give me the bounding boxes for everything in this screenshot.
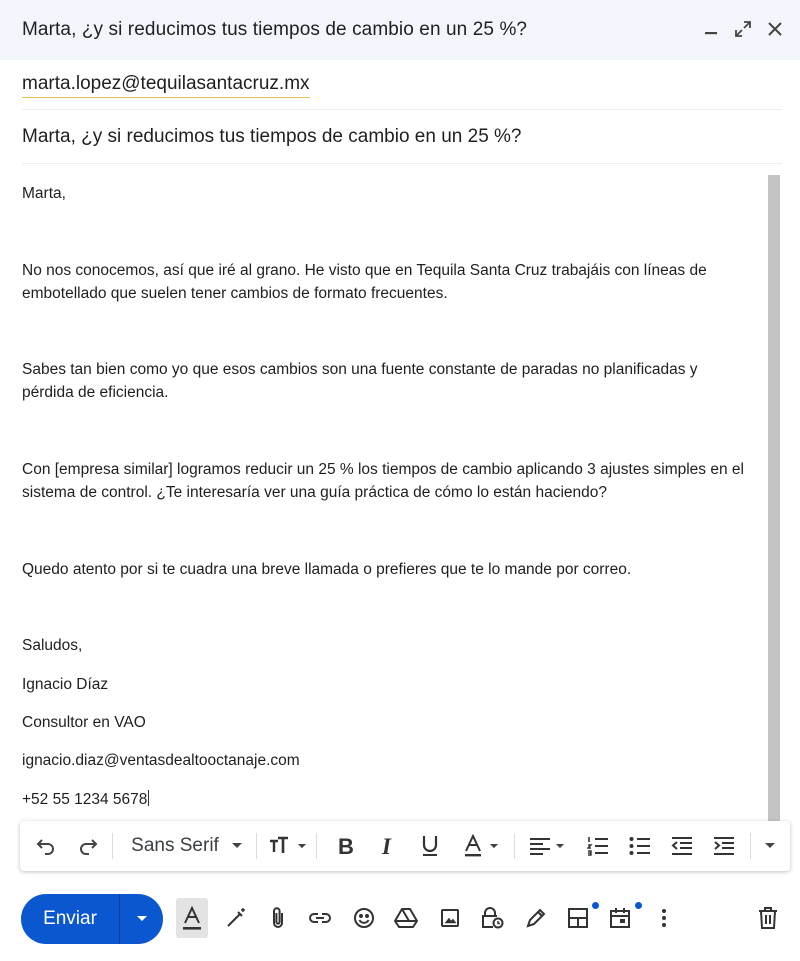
toolbar-separator xyxy=(256,833,257,859)
signature-role: Consultor en VAO xyxy=(22,714,146,731)
insert-link-button[interactable] xyxy=(304,898,336,938)
body-greeting: Marta, xyxy=(22,185,66,202)
subject-field[interactable] xyxy=(22,110,782,164)
discard-draft-button[interactable] xyxy=(752,898,784,938)
toolbar-separator xyxy=(316,833,317,859)
body-closing: Saludos, xyxy=(22,637,83,654)
emoji-icon xyxy=(353,907,375,929)
body-line: No nos conocemos, así que iré al grano. He visto que en Tequila Santa Cruz trabajáis con líneas de xyxy=(22,262,707,279)
italic-button[interactable] xyxy=(372,821,404,871)
layout-icon xyxy=(567,907,589,929)
body-line: pérdida de eficiencia. xyxy=(22,384,169,401)
magic-pen-icon xyxy=(225,907,247,929)
minimize-icon xyxy=(703,21,719,37)
body-line: Sabes tan bien como yo que esos cambios son una fuente constante de paradas no planificadas y xyxy=(22,361,698,378)
signature-name: Ignacio Díaz xyxy=(22,676,109,693)
compose-header xyxy=(0,0,800,60)
svg-text:B: B xyxy=(338,835,354,857)
drive-icon xyxy=(394,907,418,929)
close-icon xyxy=(767,21,783,37)
insert-signature-button[interactable] xyxy=(520,898,552,938)
undo-button[interactable] xyxy=(30,821,62,871)
send-options-button[interactable] xyxy=(120,894,163,944)
body-line: embotellado que suelen tener cambios de formato frecuentes. xyxy=(22,285,448,302)
header-controls xyxy=(700,18,786,40)
toolbar-separator xyxy=(112,833,113,859)
attach-file-button[interactable] xyxy=(262,898,294,938)
schedule-event-button[interactable] xyxy=(604,898,636,938)
ai-write-button[interactable] xyxy=(220,898,252,938)
undo-icon xyxy=(36,836,56,856)
text-cursor xyxy=(148,790,149,806)
calendar-icon xyxy=(609,907,631,929)
lock-clock-icon xyxy=(480,906,504,930)
subject-text: Marta, ¿y si reducimos tus tiempos de cambio en un 25 %? xyxy=(22,126,522,147)
bulleted-list-button[interactable] xyxy=(624,821,656,871)
new-feature-dot xyxy=(592,902,599,909)
body-line: sistema de control. ¿Te interesaría ver una guía práctica de cómo lo están haciendo? xyxy=(22,484,608,501)
body-scrollbar[interactable] xyxy=(768,175,780,825)
font-size-button[interactable] xyxy=(264,821,312,871)
chevron-down-icon xyxy=(136,915,148,923)
numbered-list-icon xyxy=(587,836,609,856)
redo-icon xyxy=(78,836,98,856)
redo-button[interactable] xyxy=(72,821,104,871)
image-icon xyxy=(440,908,460,928)
numbered-list-button[interactable] xyxy=(582,821,614,871)
fullscreen-button[interactable] xyxy=(732,18,754,40)
insert-photo-button[interactable] xyxy=(434,898,466,938)
font-family-select[interactable] xyxy=(122,821,252,871)
link-icon xyxy=(308,911,332,925)
minimize-button[interactable] xyxy=(700,18,722,40)
align-left-icon xyxy=(529,836,551,856)
indent-decrease-icon xyxy=(671,836,693,856)
increase-indent-button[interactable] xyxy=(708,821,740,871)
recipients-row[interactable] xyxy=(22,60,782,110)
underline-button[interactable] xyxy=(414,821,446,871)
toolbar-separator xyxy=(514,833,515,859)
send-button-group xyxy=(21,894,163,944)
send-button[interactable]: Enviar xyxy=(43,908,97,929)
text-color-icon xyxy=(463,834,483,858)
bold-button[interactable] xyxy=(330,821,362,871)
signature-phone-line xyxy=(22,788,762,811)
align-button[interactable] xyxy=(524,821,570,871)
bold-icon xyxy=(336,835,356,857)
trash-icon xyxy=(758,907,778,929)
indent-increase-icon xyxy=(713,836,735,856)
bulleted-list-icon xyxy=(629,836,651,856)
pen-icon xyxy=(525,907,547,929)
paperclip-icon xyxy=(270,906,286,930)
insert-emoji-button[interactable] xyxy=(348,898,380,938)
chevron-down-icon xyxy=(555,843,565,850)
recipient-chip[interactable]: marta.lopez@tequilasantacruz.mx xyxy=(22,73,310,98)
confidential-mode-button[interactable] xyxy=(476,898,508,938)
formatting-toolbar xyxy=(20,821,790,871)
more-vert-icon xyxy=(661,908,667,928)
new-feature-dot xyxy=(635,902,642,909)
signature-email: ignacio.diaz@ventasdealtooctanaje.com xyxy=(22,752,300,769)
chevron-down-icon xyxy=(764,842,776,850)
text-color-button[interactable] xyxy=(456,821,506,871)
decrease-indent-button[interactable] xyxy=(666,821,698,871)
more-formatting-button[interactable] xyxy=(758,821,782,871)
compose-title: Marta, ¿y si reducimos tus tiempos de cambio en un 25 %? xyxy=(22,19,528,40)
text-size-icon xyxy=(269,836,295,856)
font-family-value: Sans Serif xyxy=(131,835,219,856)
more-options-button[interactable] xyxy=(648,898,680,938)
body-line: Con [empresa similar] logramos reducir un 25 % los tiempos de cambio aplicando 3 ajustes simples en el xyxy=(22,461,744,478)
underline-icon xyxy=(420,834,440,858)
chevron-down-icon xyxy=(231,842,243,850)
close-button[interactable] xyxy=(764,18,786,40)
chevron-down-icon xyxy=(489,843,499,850)
chevron-down-icon xyxy=(297,843,307,850)
signature-phone: +52 55 1234 5678 xyxy=(22,791,148,808)
insert-drive-button[interactable] xyxy=(390,898,422,938)
layouts-button[interactable] xyxy=(562,898,594,938)
italic-icon xyxy=(378,835,398,857)
expand-icon xyxy=(734,20,752,38)
body-line: Quedo atento por si te cuadra una breve llamada o prefieres que te lo mande por correo. xyxy=(22,561,632,578)
toolbar-separator xyxy=(750,833,751,859)
text-format-icon xyxy=(181,905,203,931)
formatting-options-button[interactable] xyxy=(176,898,208,938)
svg-text:I: I xyxy=(382,835,391,857)
